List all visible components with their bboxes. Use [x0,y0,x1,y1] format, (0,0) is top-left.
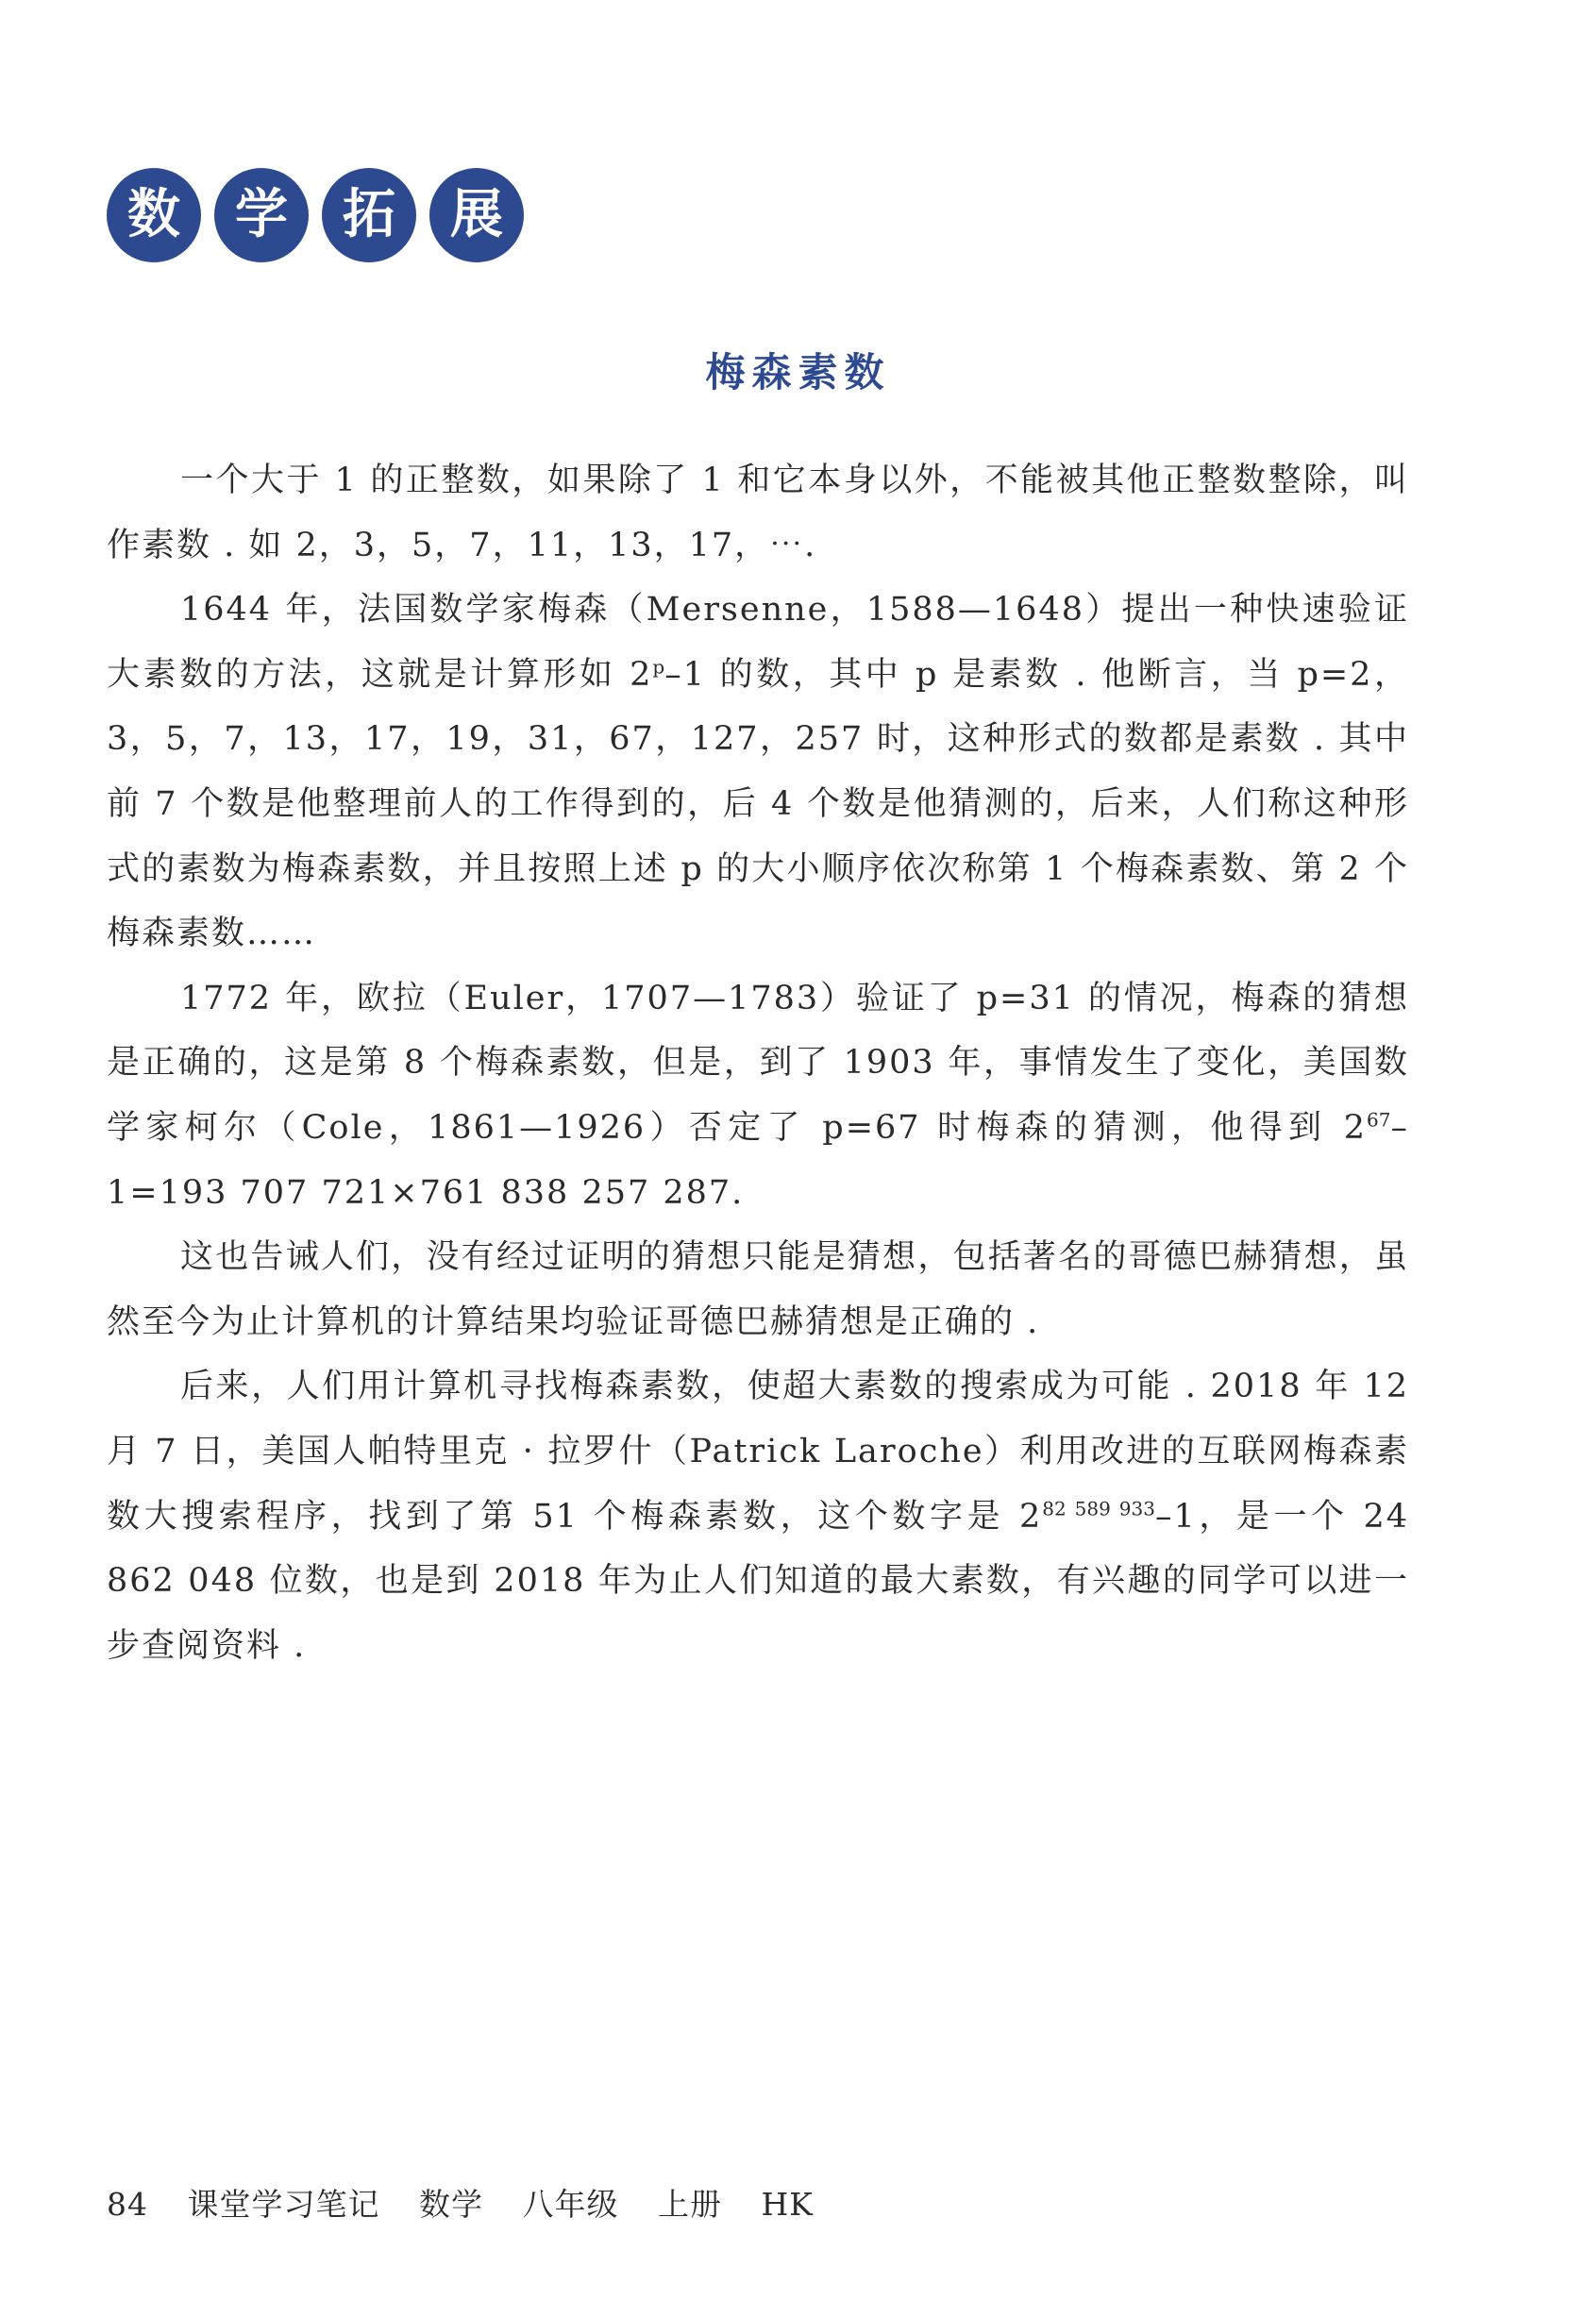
paragraph-text: 后来，人们用计算机寻找梅森素数，使超大素数的搜索成为可能 . 2018 年 12 月 7 日，美国人帕特里克 · 拉罗什（Patrick Laroche）利用改进的互联网梅森素数大搜索程序，找到了第 51 个梅森素数，这个数字是 2 [107,1368,1409,1536]
section-badge-group [107,168,524,262]
paragraph-text: 1772 年，欧拉（Euler，1707—1783）验证了 p=31 的情况，梅森的猜想是正确的，这是第 8 个梅森素数，但是，到了 1903 年，事情发生了变化，美国数学家柯尔（Cole，1861—1926）否定了 p=67 时梅森的猜测，他得到 2 [107,979,1409,1147]
exponent: p [652,655,665,679]
paragraph-text: –1，是一个 24 862 048 位数，也是到 2018 年为止人们知道的最大素数，有兴趣的同学可以进一步查阅资料 . [107,1497,1409,1665]
page-number: 84 [107,2186,148,2223]
paragraph-2 [107,578,1409,966]
edition-name: HK [761,2186,814,2223]
paragraph-text: 1644 年，法国数学家梅森（Mersenne，1588—1648）提出一种快速验证大素数的方法，这就是计算形如 2 [107,591,1409,694]
article-body [107,448,1409,1678]
paragraph-text: –1 的数，其中 p 是素数 . 他断言，当 p=2，3，5，7，13，17，19，31，67，127，257 时，这种形式的数都是素数 . 其中前 7 个数是他整理前人的工作得到的，后 4 个数是他猜测的，后来，人们称这种形式的素数为梅森素数，并且按照上述 p 的大小顺序依次称第 1 个梅森素数、第 2 个梅森素数…… [107,655,1409,953]
paragraph-text: –1=193 707 721×761 838 257 287. [107,1108,1409,1212]
page-footer [107,2180,842,2225]
article-title: 梅森素数 [705,349,891,395]
badge-char: 学 [214,168,309,262]
paragraph-5 [107,1354,1409,1678]
paragraph-4: 这也告诫人们，没有经过证明的猜想只能是猜想，包括著名的哥德巴赫猜想，虽然至今为止计算机的计算结果均验证哥德巴赫猜想是正确的 . [107,1238,1409,1341]
exponent: 82 589 933 [1042,1496,1155,1520]
volume-name: 上册 [658,2186,722,2223]
badge-char: 数 [107,168,201,262]
book-name: 课堂学习笔记 [187,2186,380,2223]
badge-char: 拓 [322,168,416,262]
grade-name: 八年级 [522,2186,619,2223]
badge-char: 展 [429,168,524,262]
paragraph-1: 一个大于 1 的正整数，如果除了 1 和它本身以外，不能被其他正整数整除，叫作素数 . 如 2，3，5，7，11，13，17，⋯. [107,462,1409,564]
paragraph-3 [107,966,1409,1225]
subject-name: 数学 [419,2186,483,2223]
exponent: 67 [1367,1108,1391,1132]
